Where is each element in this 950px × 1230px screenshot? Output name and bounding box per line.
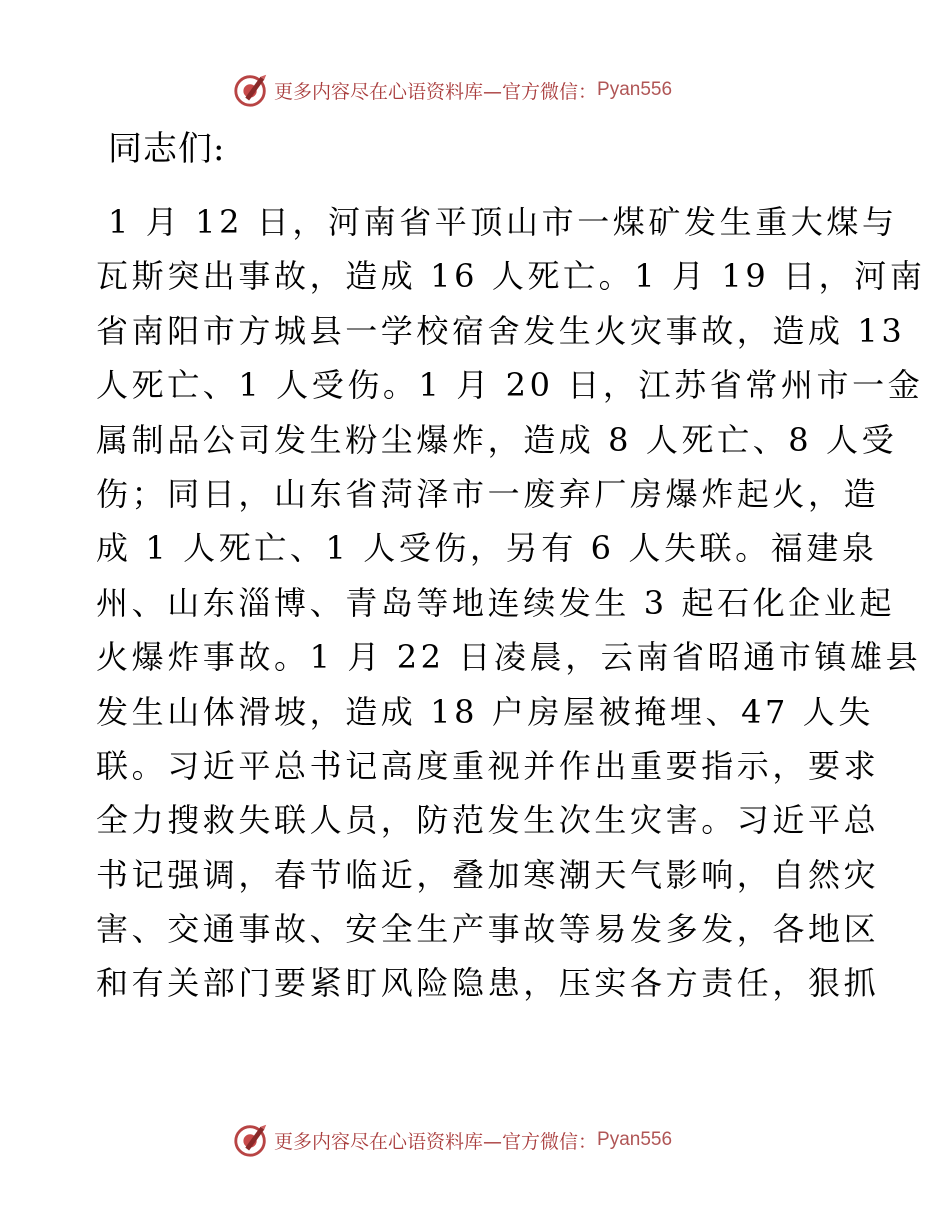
body-line: 联。习近平总书记高度重视并作出重要指示，要求 [96,746,880,785]
body-line: 和有关部门要紧盯风险隐患，压实各方责任，狠抓 [96,964,880,1003]
body-line: 属制品公司发生粉尘爆炸，造成 8 人死亡、8 人受 [96,420,898,459]
header-banner [232,70,672,110]
body-line: 瓦斯突出事故，造成 16 人死亡。1 月 19 日，河南 [96,257,926,296]
body-line: 发生山体滑坡，造成 18 户房屋被掩埋、47 人失 [96,692,874,731]
pen-nib-icon [232,1121,270,1159]
body-line: 成 1 人死亡、1 人受伤，另有 6 人失联。福建泉 [96,529,878,568]
body-line: 州、山东淄博、青岛等地连续发生 3 起石化企业起 [96,583,896,622]
body-line: 人死亡、1 人受伤。1 月 20 日，江苏省常州市一金 [96,366,924,405]
body-line: 书记强调，春节临近，叠加寒潮天气影响，自然灾 [96,855,880,894]
body-line: 伤；同日，山东省菏泽市一废弃厂房爆炸起火，造 [96,474,880,513]
banner-handle: Pyan556 [597,79,673,100]
body-line: 1 月 12 日，河南省平顶山市一煤矿发生重大煤与 [108,203,898,241]
pen-nib-icon [232,71,270,109]
document-body [96,195,936,1011]
banner-handle: Pyan556 [597,1129,673,1150]
body-line: 害、交通事故、安全生产事故等易发多发，各地区 [96,910,880,949]
body-line: 省南阳市方城县一学校宿舍发生火灾事故，造成 13 [96,311,906,350]
body-line: 火爆炸事故。1 月 22 日凌晨，云南省昭通市镇雄县 [96,638,922,677]
footer-banner [232,1120,672,1160]
salutation: 同志们: [108,129,226,169]
body-line: 全力搜救失联人员，防范发生次生灾害。习近平总 [96,801,880,840]
banner-text: 更多内容尽在心语资料库—官方微信： [274,80,598,103]
banner-text: 更多内容尽在心语资料库—官方微信： [274,1130,598,1153]
